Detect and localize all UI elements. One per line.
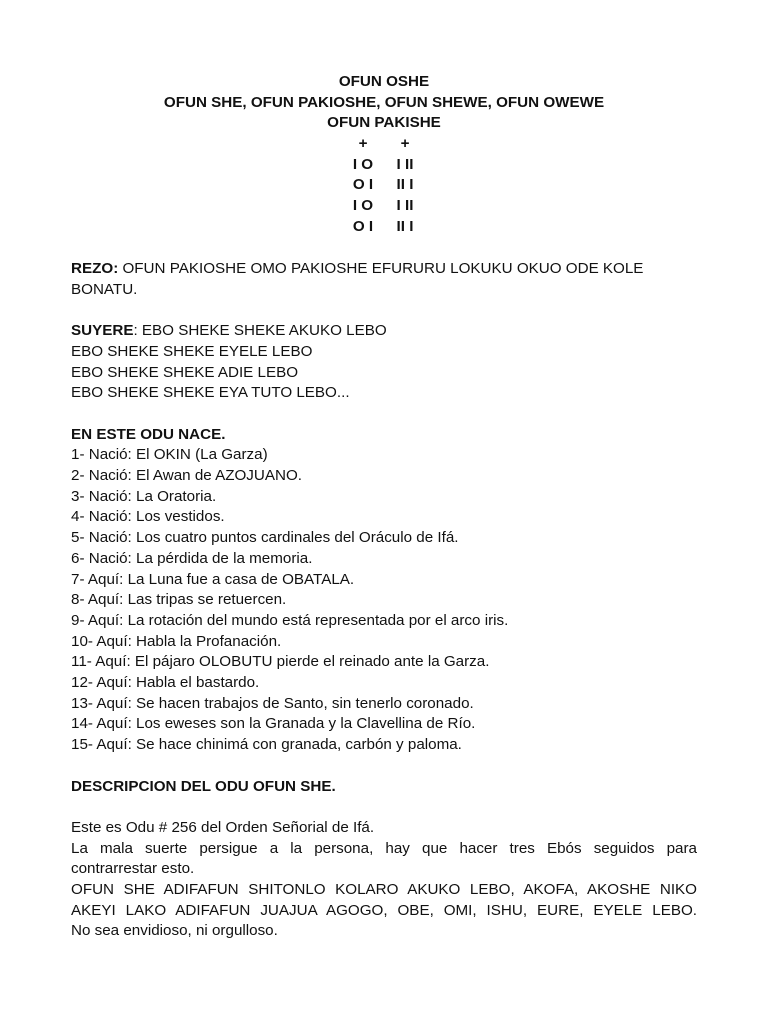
nace-section [71,425,697,756]
descripcion-line: La mala suerte persigue a la persona, hay que hacer tres Ebós seguidos para [71,839,697,857]
rezo-text: OFUN PAKIOSHE OMO PAKIOSHE EFURURU LOKUKU OKUO ODE KOLE [118,260,644,277]
rezo-line-2: BONATU. [71,280,138,298]
suyere-line: EBO SHEKE SHEKE EYELE LEBO [71,342,313,360]
list-item: 1- Nació: El OKIN (La Garza) [71,446,268,464]
mark-left: + [358,135,368,152]
list-item: 8- Aquí: Las tripas se retuercen. [71,591,287,609]
descripcion-section [71,818,697,942]
descripcion-line: AKEYI LAKO ADIFAFUN JUAJUA AGOGO, OBE, OMI, ISHU, EURE, EYELE LEBO. [71,901,697,919]
list-item: 9- Aquí: La rotación del mundo está representada por el arco iris. [71,611,509,629]
odu-header [0,72,768,134]
suyere-line: EBO SHEKE SHEKE ADIE LEBO [71,363,299,381]
mark-left: I O [352,155,374,173]
mark-row [0,217,768,238]
descripcion-line: Este es Odu # 256 del Orden Señorial de Ifá. [71,818,375,836]
list-item: 3- Nació: La Oratoria. [71,487,217,505]
odu-alias-line-2: OFUN PAKISHE [327,114,441,132]
list-item: 14- Aquí: Los eweses son la Granada y la Clavellina de Río. [71,715,476,733]
descripcion-heading-block [71,777,697,798]
descripcion-line: No sea envidioso, ni orgulloso. [71,922,278,940]
nace-heading: EN ESTE ODU NACE. [71,425,226,443]
mark-right: I II [396,197,414,215]
rezo-line-1 [71,259,697,280]
mark-row [0,175,768,196]
suyere-line: EBO SHEKE SHEKE EYA TUTO LEBO... [71,384,350,402]
mark-row [0,155,768,176]
rezo-label: REZO: [71,260,119,277]
suyere-text: : EBO SHEKE SHEKE AKUKO LEBO [133,322,387,340]
list-item: 7- Aquí: La Luna fue a casa de OBATALA. [71,570,355,588]
odu-signature-marks [0,134,768,237]
list-item: 11- Aquí: El pájaro OLOBUTU pierde el reinado ante la Garza. [71,653,490,671]
rezo-section [71,259,697,300]
list-item: 10- Aquí: Habla la Profanación. [71,632,282,650]
list-item: 6- Nació: La pérdida de la memoria. [71,549,313,567]
descripcion-heading: DESCRIPCION DEL ODU OFUN SHE. [71,777,336,795]
mark-right: + [400,135,410,152]
mark-right: II I [396,176,414,194]
descripcion-line: OFUN SHE ADIFAFUN SHITONLO KOLARO AKUKO LEBO, AKOFA, AKOSHE NIKO [71,881,697,899]
document-body [71,259,697,942]
odu-title: OFUN OSHE [338,73,430,90]
descripcion-line: contrarrestar esto. [71,860,195,878]
list-item: 4- Nació: Los vestidos. [71,508,225,526]
mark-left: O I [352,176,374,194]
mark-row [0,134,768,155]
list-item: 12- Aquí: Habla el bastardo. [71,674,260,692]
suyere-line-1 [71,321,697,342]
list-item: 2- Nació: El Awan de AZOJUANO. [71,467,302,484]
list-item: 5- Nació: Los cuatro puntos cardinales del Oráculo de Ifá. [71,529,459,547]
odu-alias-line: OFUN SHE, OFUN PAKIOSHE, OFUN SHEWE, OFUN OWEWE [163,93,605,111]
mark-left: I O [352,197,374,215]
suyere-section [71,321,697,404]
mark-row [0,196,768,217]
list-item: 15- Aquí: Se hace chinimá con granada, carbón y paloma. [71,736,462,754]
mark-right: I II [396,155,414,173]
mark-left: O I [352,217,374,235]
list-item: 13- Aquí: Se hacen trabajos de Santo, sin tenerlo coronado. [71,694,474,712]
suyere-label: SUYERE [71,322,134,340]
mark-right: II I [396,217,414,235]
